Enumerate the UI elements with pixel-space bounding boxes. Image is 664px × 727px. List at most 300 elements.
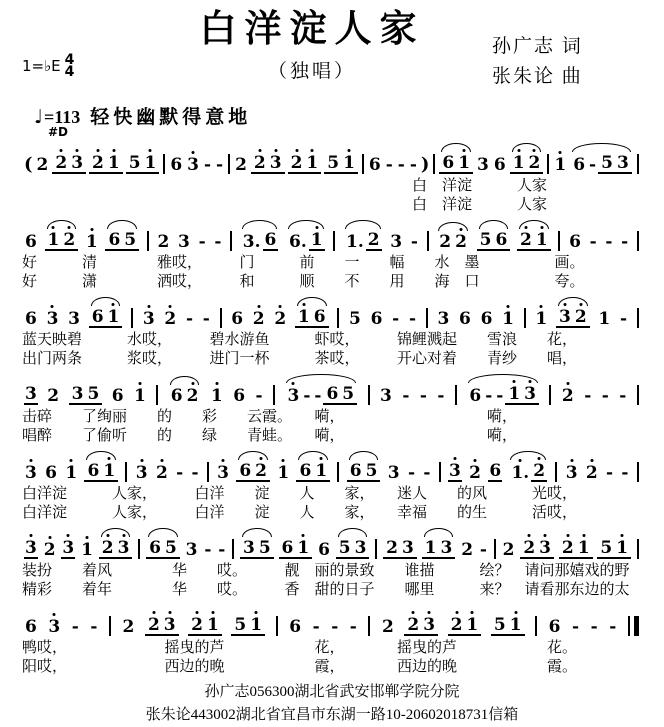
system-2 — [22, 218, 642, 292]
title-block — [132, 6, 492, 83]
note: 6 — [349, 461, 362, 481]
note: 1 — [103, 461, 116, 481]
note: - — [385, 155, 393, 175]
note: - — [621, 232, 629, 252]
note: 1 — [277, 463, 290, 483]
note: 1 — [107, 307, 120, 327]
barline — [138, 539, 140, 559]
note: 6 — [299, 461, 312, 481]
note: 2 — [561, 386, 574, 406]
song-title: 白洋淀人家 — [199, 9, 425, 50]
lyric-line-4-1: 击碎 了绚丽 的 彩 云霞。 嗬， 嗬， — [22, 409, 518, 425]
note: - — [198, 232, 206, 252]
note: 3 — [440, 538, 453, 558]
note: 2 — [252, 309, 265, 329]
note: 6 — [569, 232, 581, 252]
note: 1 — [297, 538, 310, 558]
note: 6 — [91, 307, 104, 327]
slur-group — [336, 540, 370, 559]
beam-group — [559, 540, 593, 559]
barline — [535, 616, 537, 636]
note: 1 — [65, 463, 78, 483]
slur-group — [240, 540, 274, 559]
note: 3 — [62, 538, 75, 558]
note: 6 — [493, 155, 506, 175]
note: 6 — [25, 232, 37, 252]
note: - — [349, 617, 357, 637]
note: 5 — [124, 230, 137, 250]
slur-group — [570, 155, 633, 174]
note: 5 — [234, 615, 247, 635]
note: 2 — [164, 309, 177, 329]
note: - — [303, 386, 311, 406]
note: - — [255, 386, 263, 406]
slur-group — [236, 463, 270, 482]
note: - — [312, 617, 320, 637]
slur-group — [99, 540, 133, 559]
note: 2 — [186, 386, 199, 406]
slur-group — [439, 155, 473, 174]
final-barline — [628, 616, 639, 636]
note: 2 — [157, 232, 170, 252]
note: 6. — [289, 232, 307, 252]
note: 3 — [178, 232, 190, 252]
note: 5 — [349, 309, 361, 329]
slur-group — [466, 386, 540, 405]
note: 1 — [598, 309, 611, 329]
note: 6 — [318, 540, 330, 560]
note: 1 — [508, 384, 521, 404]
note: 5 — [327, 153, 340, 173]
note: 3 — [354, 538, 367, 558]
quarter-note-icon: ♩ — [34, 106, 43, 128]
lyric-line-6-1: 装扮 着风 华 哎。 靓 丽的景致 谁描 绘？ 请问那嬉戏的野 — [22, 563, 630, 579]
beam-group — [89, 155, 123, 174]
beam-group — [145, 617, 179, 636]
note: 2 — [450, 615, 463, 635]
barline — [362, 154, 364, 174]
barline — [368, 616, 370, 636]
beam-group — [231, 617, 265, 636]
note: 6 — [573, 155, 586, 175]
barline — [337, 462, 339, 482]
note: 2 — [255, 461, 267, 481]
slur-group — [105, 232, 139, 251]
note: 2 — [469, 463, 481, 483]
lyric-line-1-2: 白 洋淀 人家 — [22, 197, 548, 213]
note: 6 — [170, 155, 183, 175]
note: - — [590, 617, 598, 637]
slur-group — [347, 463, 381, 482]
note: 1. — [346, 232, 364, 252]
note: 6 — [281, 538, 294, 558]
beam-group — [69, 386, 103, 405]
lyric-line-1-1: 白 洋淀 人家 — [22, 178, 548, 194]
slur-group — [422, 540, 456, 559]
slur-group — [45, 232, 79, 251]
barline — [637, 462, 639, 482]
note: - — [214, 232, 222, 252]
note: 1 — [85, 232, 98, 252]
note: - — [392, 309, 400, 329]
barline — [455, 385, 457, 405]
note: - — [185, 309, 193, 329]
time-signature-bottom: 4 — [64, 64, 75, 80]
lyric-line-6-2: 精彩 着年 华 哎。 香 甜的日子 哪里 来？ 请看那东边的太 — [22, 582, 630, 598]
note: 6 — [111, 386, 124, 406]
beam-group — [279, 540, 313, 559]
note: 6 — [87, 461, 100, 481]
time-signature — [65, 54, 75, 78]
note: 6 — [326, 384, 339, 404]
system-5 — [22, 449, 642, 523]
note: 6 — [480, 309, 493, 329]
note: - — [218, 540, 226, 560]
note: 6 — [170, 386, 183, 406]
note: 2 — [523, 538, 536, 558]
barline — [555, 462, 557, 482]
note: 3 — [217, 463, 229, 483]
note: 1 — [554, 155, 567, 175]
note: - — [621, 463, 629, 483]
note: 1 — [509, 615, 522, 635]
note: - — [402, 386, 410, 406]
note: 3 — [387, 463, 400, 483]
note: 6 — [459, 309, 471, 329]
slur-group — [556, 309, 590, 328]
lyric-line-2-2: 好 潇 洒哎， 和 顺 不 用 海 口 夸。 — [22, 274, 585, 290]
note: 1 — [297, 307, 310, 327]
note: 2 — [561, 538, 574, 558]
note: 1 — [502, 309, 514, 329]
note: 2 — [63, 230, 76, 250]
note: 1 — [306, 153, 319, 173]
note: 5 — [258, 538, 271, 558]
note: - — [191, 463, 199, 483]
note: 3 — [243, 538, 255, 558]
note: 1 — [512, 153, 525, 173]
barline — [163, 154, 165, 174]
note: 3 — [163, 615, 176, 635]
beam-group — [126, 155, 160, 174]
note: 2 — [574, 307, 587, 327]
note: 3 — [135, 463, 148, 483]
note: 6 — [489, 461, 502, 481]
note: 1 — [134, 386, 146, 406]
note: 1 — [107, 153, 120, 173]
note: 6 — [239, 461, 252, 481]
note: - — [589, 232, 597, 252]
note: 3 — [185, 540, 198, 560]
note: 3 — [25, 463, 37, 483]
note: 6 — [149, 538, 161, 558]
note: - — [601, 386, 609, 406]
note: 1 — [310, 230, 323, 250]
note: 6 — [231, 309, 244, 329]
composer-credit: 张朱论 曲 — [492, 66, 583, 87]
barline — [637, 539, 639, 559]
lyric-line-2-1: 好 清 雅哎， 门 前 一 幅 水 墨 画。 — [22, 255, 585, 271]
note: 1 — [535, 309, 548, 329]
score-footer — [22, 681, 642, 727]
note: 3 — [539, 538, 551, 558]
beam-group — [597, 540, 631, 559]
note: - — [314, 386, 322, 406]
barline — [375, 539, 377, 559]
note: 3 — [449, 461, 461, 481]
slur-group — [436, 234, 470, 251]
note: - — [176, 463, 184, 483]
note: 3 — [48, 617, 61, 637]
music-line-7 — [22, 603, 642, 639]
note: 3 — [71, 153, 84, 173]
score-body — [22, 141, 642, 677]
note: 6 — [233, 386, 246, 406]
beam-group — [404, 617, 438, 636]
note: 1 — [250, 615, 263, 635]
beam-group — [323, 386, 357, 405]
barline — [333, 231, 335, 251]
note: 5 — [87, 384, 100, 404]
note: 3 — [524, 384, 536, 404]
note: 2 — [36, 155, 49, 175]
barline — [558, 231, 560, 251]
note: - — [216, 155, 224, 175]
lyric-line-3-2: 出门两条 浆哎， 进门一杯 茶哎， 开心对着 青纱 唱， — [22, 351, 578, 367]
note: - — [606, 463, 614, 483]
note: 2 — [461, 540, 474, 560]
note: 2 — [367, 230, 380, 250]
note: 2 — [122, 617, 135, 637]
beam-group — [383, 540, 417, 559]
barline — [427, 231, 429, 251]
beam-group — [448, 617, 482, 636]
system-1 — [22, 141, 642, 215]
note: 2 — [55, 153, 68, 173]
score-header — [22, 6, 642, 92]
note: 2 — [455, 232, 467, 252]
note: 1 — [466, 615, 479, 635]
note: 2 — [528, 153, 541, 173]
barline — [228, 154, 230, 174]
note: 6 — [469, 386, 482, 406]
footer-address-line1: 孙广志056300湖北省武安邯郸学院分院 — [204, 684, 460, 700]
note: 2 — [235, 155, 247, 175]
note: - — [571, 617, 580, 637]
lyricist-credit: 孙广志 词 — [492, 36, 583, 57]
note: 1 — [458, 153, 471, 173]
lyric-line-7-2: 阳哎， 西边的晚 霞， 西边的晚 霞。 — [22, 659, 578, 675]
note: 2 — [47, 386, 60, 406]
note: 5 — [128, 153, 141, 173]
note: 3 — [25, 538, 37, 558]
slur-group — [284, 386, 358, 405]
barline — [131, 308, 133, 328]
note: 3. — [242, 232, 261, 252]
credits — [492, 32, 642, 92]
note: 1 — [81, 540, 93, 560]
note: - — [619, 309, 627, 329]
note: - — [423, 463, 431, 483]
barline — [549, 385, 551, 405]
note: 2 — [407, 615, 420, 635]
tempo-expression: 轻快幽默得意地 — [90, 107, 252, 128]
note: - — [397, 155, 405, 175]
note: 3 — [25, 384, 37, 404]
note: 3 — [423, 615, 436, 635]
beam-group — [491, 617, 525, 636]
barline — [368, 385, 370, 405]
note: - — [485, 386, 493, 406]
key-signature-text: 1=♭E — [22, 57, 61, 75]
note: 3 — [142, 309, 155, 329]
note: 5 — [338, 538, 351, 558]
song-subtitle: （独唱） — [267, 61, 356, 82]
note: 2 — [101, 538, 114, 558]
barline — [337, 308, 339, 328]
note: 5 — [601, 153, 613, 173]
slur-group — [517, 232, 551, 251]
note: 5 — [164, 538, 177, 558]
note: 1. — [511, 463, 530, 483]
note: 3 — [269, 153, 282, 173]
note: 2 — [386, 538, 398, 558]
note: 6 — [313, 307, 326, 327]
beam-group — [520, 540, 554, 559]
note: 3 — [287, 386, 300, 406]
note: 1 — [47, 230, 60, 250]
note: - — [202, 309, 210, 329]
system-7 — [22, 603, 642, 677]
note: 2 — [274, 309, 287, 329]
barline — [276, 616, 278, 636]
parenthesis-symbol: ) — [420, 154, 430, 175]
note: 2 — [520, 230, 532, 250]
tempo-value: =113 — [43, 107, 81, 127]
lyric-line-3-1: 蓝天映碧 水哎， 碧水游鱼 虾哎， 锦鲤溅起 雪浪 花， — [22, 332, 578, 348]
accidental-annotation: #D — [48, 125, 69, 139]
note: 1 — [424, 538, 437, 558]
music-line-5 — [22, 449, 642, 485]
note: 6 — [548, 617, 561, 637]
note: - — [605, 232, 613, 252]
note: - — [204, 540, 212, 560]
barline — [547, 154, 549, 174]
note: 3 — [401, 538, 414, 558]
note: - — [479, 540, 487, 560]
note: 5 — [600, 538, 613, 558]
beam-group — [251, 155, 285, 174]
note: 5 — [479, 230, 492, 250]
slur-group — [295, 309, 329, 328]
system-6 — [22, 526, 642, 600]
barline — [637, 154, 639, 174]
slur-group — [240, 232, 280, 251]
note: 2 — [147, 615, 160, 635]
barline — [637, 385, 639, 405]
note: 6 — [495, 230, 508, 250]
note: 3 — [565, 463, 578, 483]
note: - — [204, 155, 212, 175]
key-signature — [22, 54, 132, 78]
parenthesis-symbol: ( — [24, 154, 33, 175]
note: 2 — [502, 540, 515, 560]
note: 6 — [25, 617, 37, 637]
note: 2 — [92, 153, 104, 173]
beam-group — [288, 155, 322, 174]
note: - — [437, 386, 445, 406]
note: 1 — [343, 153, 355, 173]
note: 1 — [315, 461, 328, 481]
note: 3 — [558, 307, 571, 327]
barline — [147, 231, 149, 251]
note: - — [419, 386, 427, 406]
beam-group — [188, 617, 222, 636]
note: 3 — [46, 309, 59, 329]
note: 1 — [535, 230, 548, 250]
note: - — [409, 155, 417, 175]
note: 1 — [207, 615, 219, 635]
note: 5 — [493, 615, 506, 635]
lyric-line-5-2: 白洋淀 人家， 白洋 淀 人 家， 幸福 的生 活哎， — [22, 505, 578, 521]
note: 1 — [577, 538, 590, 558]
note: 6 — [368, 155, 381, 175]
lyric-line-4-2: 唱醉 了偷听 的 绿 青蛙。 嗬， 嗬， — [22, 428, 518, 444]
system-3 — [22, 295, 642, 369]
note: 2 — [191, 615, 204, 635]
slur-group — [146, 540, 180, 559]
barline — [433, 154, 435, 174]
note: 2 — [439, 232, 452, 252]
note: - — [619, 386, 627, 406]
note: 3 — [437, 309, 450, 329]
barline — [494, 539, 496, 559]
note: - — [589, 155, 597, 175]
barline — [232, 539, 234, 559]
slur-group — [84, 463, 118, 482]
lyric-line-7-1: 鸭哎， 摇曳的芦 花， 摇曳的芦 花。 — [22, 640, 578, 656]
note: 5 — [342, 384, 355, 404]
note: 2 — [43, 540, 56, 560]
note: - — [408, 309, 416, 329]
slur-group — [477, 232, 511, 251]
note: 3 — [68, 309, 80, 329]
barline — [230, 231, 232, 251]
note: - — [407, 463, 415, 483]
note: 6 — [25, 309, 37, 329]
note: - — [496, 386, 504, 406]
note: - — [584, 386, 592, 406]
slur-group — [296, 463, 330, 482]
note: - — [609, 617, 617, 637]
music-line-1 — [22, 141, 642, 177]
slur-group — [508, 463, 548, 482]
barline — [220, 308, 222, 328]
note: 3 — [71, 384, 84, 404]
note: 3 — [380, 386, 392, 406]
slur-group — [168, 388, 202, 405]
note: 2 — [533, 461, 546, 481]
note: 3 — [616, 153, 629, 173]
note: - — [90, 617, 98, 637]
note: - — [331, 617, 339, 637]
slur-group — [343, 232, 383, 251]
barline — [439, 462, 441, 482]
note: 3 — [117, 538, 130, 558]
note: 1 — [144, 153, 157, 173]
note: 6 — [289, 617, 302, 637]
beam-group — [324, 155, 358, 174]
